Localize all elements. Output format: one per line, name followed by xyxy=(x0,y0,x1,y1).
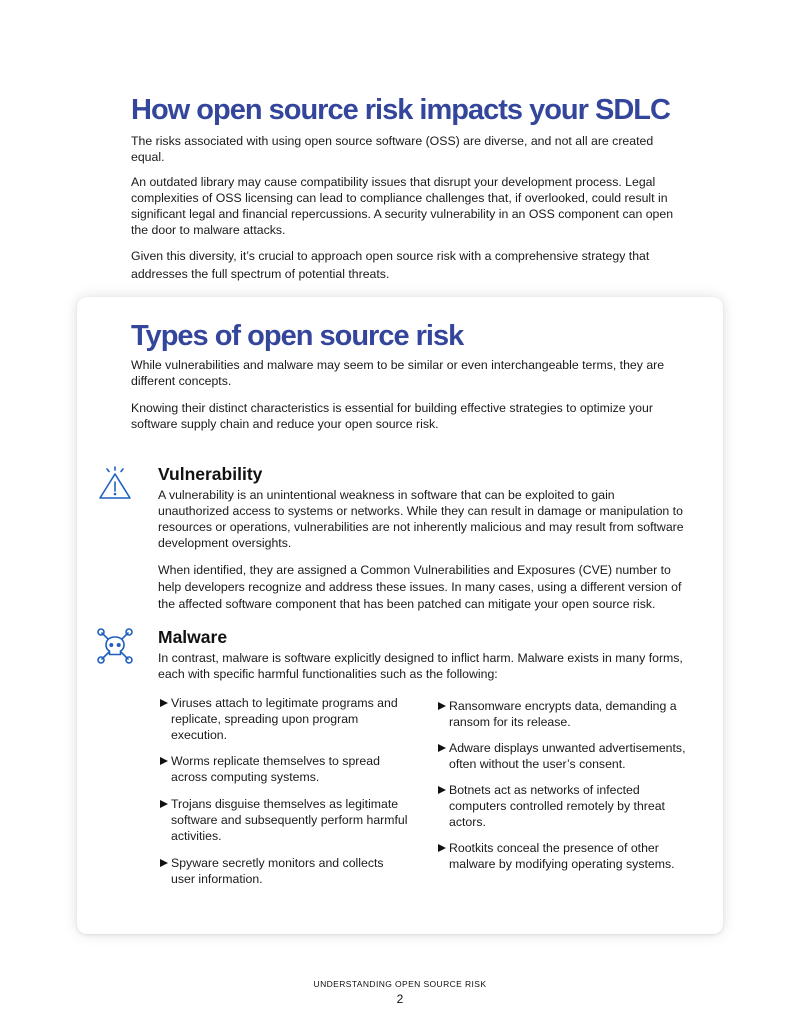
list-item: Trojans disguise themselves as legitimate software and subsequently perform harmful activities. xyxy=(159,796,409,844)
types-paragraph-2: Knowing their distinct characteristics is essential for building effective strategies to optimize your software supply chain and reduce your open source risk. xyxy=(131,401,653,432)
intro-paragraph-2: An outdated library may cause compatibility issues that disrupt your development process. Legal complexities of OSS licensing can lead to compliance challenges that, if overlooked, could result in significant legal and financial repercussions. A security vulnerability in an OSS component can open the door to malware attacks. xyxy=(131,175,674,238)
intro-paragraph-1: The risks associated with using open source software (OSS) are diverse, and not all are created equal. xyxy=(131,134,654,165)
malware-paragraph: In contrast, malware is software explicitly designed to inflict harm. Malware exists in many forms, each with specific harmful functionalities such as the following: xyxy=(158,651,683,681)
intro-section xyxy=(131,94,676,292)
intro-paragraph-3: Given this diversity, it’s crucial to approach open source risk with a comprehensive strategy that addresses the full spectrum of potential threats. xyxy=(131,249,650,282)
list-item: Botnets act as networks of infected computers controlled remotely by threat actors. xyxy=(437,782,687,830)
malware-list-right xyxy=(437,698,687,882)
list-item: Worms replicate themselves to spread across computing systems. xyxy=(159,753,409,785)
list-item: Adware displays unwanted advertisements, often without the user’s consent. xyxy=(437,740,687,772)
footer-label: UNDERSTANDING OPEN SOURCE RISK xyxy=(313,979,487,989)
vulnerability-heading: Vulnerability xyxy=(158,464,263,484)
vulnerability-paragraph-1: A vulnerability is an unintentional weakness in software that can be exploited to gain unauthorized access to systems or networks. While they can result in damage or manipulation to resources or operations, vulnerabilities are not inherently malicious and may result from software development oversights. xyxy=(158,488,684,550)
warning-triangle-icon xyxy=(97,465,133,501)
malware-list-left xyxy=(159,695,409,897)
page-footer xyxy=(0,979,800,1006)
types-title: Types of open source risk xyxy=(131,320,464,352)
list-item: Viruses attach to legitimate programs and replicate, spreading upon program execution. xyxy=(159,695,409,743)
types-paragraph-1: While vulnerabilities and malware may seem to be similar or even interchangeable terms, they are different concepts. xyxy=(131,358,665,389)
page-number: 2 xyxy=(396,992,404,1006)
malware-section xyxy=(158,627,688,691)
list-item: Rootkits conceal the presence of other malware by modifying operating systems. xyxy=(437,840,687,872)
types-header xyxy=(131,320,676,441)
list-item: Spyware secretly monitors and collects user information. xyxy=(159,855,409,887)
malware-heading: Malware xyxy=(158,627,228,647)
list-item: Ransomware encrypts data, demanding a ransom for its release. xyxy=(437,698,687,730)
page-title: How open source risk impacts your SDLC xyxy=(131,94,670,126)
types-card xyxy=(77,297,723,934)
skull-crossbones-icon xyxy=(96,627,134,665)
vulnerability-paragraph-2: When identified, they are assigned a Common Vulnerabilities and Exposures (CVE) number to help developers recognize and address these issues. In many cases, using a different version of the affected software component that has been patched can mitigate your open source risk. xyxy=(158,563,682,611)
vulnerability-section xyxy=(158,464,688,622)
